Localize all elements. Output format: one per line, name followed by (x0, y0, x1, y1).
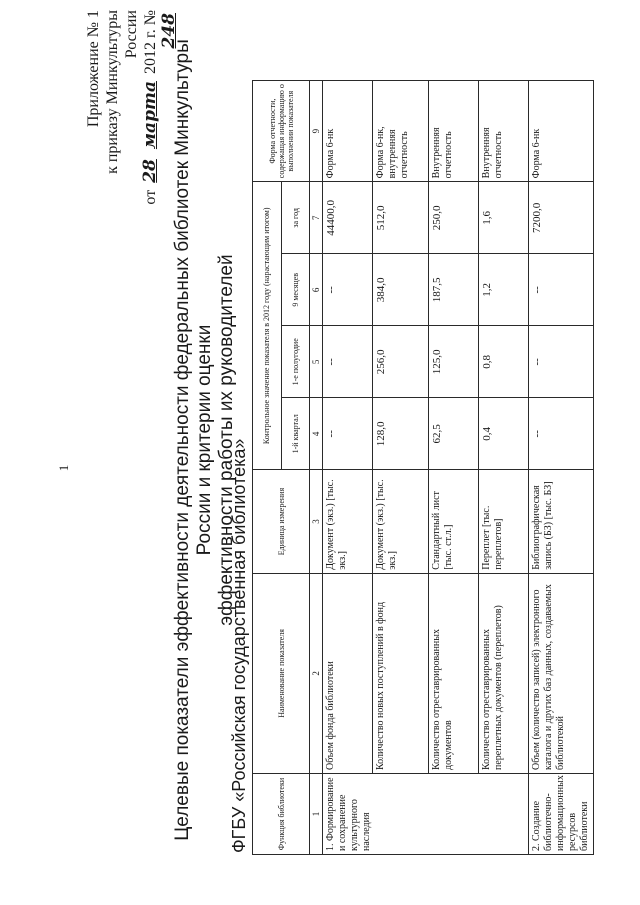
row-h1-value: 0,8 (479, 326, 529, 398)
row-indicator: Количество отреставрированных документов (429, 573, 479, 773)
row-h1-value: -- (323, 326, 373, 398)
order-number: 248 (159, 13, 179, 49)
row-report-form: Форма 6-нк, внутренняя отчетность (373, 81, 429, 182)
row-year-value: 1,6 (479, 182, 529, 254)
row-indicator: Количество отреставрированных переплетных документов (переплетов) (479, 573, 529, 773)
column-number: 6 (310, 254, 323, 326)
row-report-form: Внутренняя отчетность (429, 81, 479, 182)
header-indicator: Наименование показателя (253, 573, 310, 773)
date-prefix: от (142, 189, 159, 205)
row-year-value: 512,0 (373, 182, 429, 254)
indicators-table (252, 80, 594, 855)
row-q1-value: -- (529, 398, 594, 470)
row-9m-value: 1,2 (479, 254, 529, 326)
column-number: 9 (310, 81, 323, 182)
column-number-row (310, 81, 323, 855)
row-report-form: Форма 6-нк (323, 81, 373, 182)
header-report-form: Форма отчетности, содержащая информацию о выполнении показателя (253, 81, 310, 182)
appendix-order-ref: к приказу Минкультуры России (104, 10, 140, 174)
row-q1-value: 62,5 (429, 398, 479, 470)
column-number: 4 (310, 398, 323, 470)
row-h1-value: -- (529, 326, 594, 398)
row-q1-value: 128,0 (373, 398, 429, 470)
table-row (529, 81, 594, 855)
row-q1-value: -- (323, 398, 373, 470)
row-function: 2. Создание библиотечно-информационных ресурсов библиотеки (529, 774, 594, 855)
table-row (373, 81, 429, 855)
date-month: марта (140, 81, 160, 150)
table-row (429, 81, 479, 855)
header-row (253, 81, 282, 855)
header-9m: 9 месяцев (281, 254, 310, 326)
row-9m-value: -- (529, 254, 594, 326)
row-unit: Библиографическая запись (БЗ) [тыс. БЗ] (529, 470, 594, 573)
row-function: 1. Формирование и сохранение культурного наследия (323, 774, 529, 855)
appendix-title: Приложение № 1 (85, 10, 102, 128)
row-unit: Документ (экз.) [тыс. экз.] (323, 470, 373, 573)
row-9m-value: -- (323, 254, 373, 326)
table-row (479, 81, 529, 855)
row-indicator: Объем фонда библиотеки (323, 573, 373, 773)
row-report-form: Форма 6-нк (529, 81, 594, 182)
column-number: 5 (310, 326, 323, 398)
column-number: 1 (310, 774, 323, 855)
row-year-value: 7200,0 (529, 182, 594, 254)
row-unit: Стандартный лист [тыс. ст.л.] (429, 470, 479, 573)
header-function: Функция библиотеки (253, 774, 310, 855)
row-year-value: 250,0 (429, 182, 479, 254)
row-year-value: 44400,0 (323, 182, 373, 254)
date-day: 28 (140, 159, 160, 183)
row-unit: Переплет [тыс. переплетов] (479, 470, 529, 573)
row-9m-value: 187,5 (429, 254, 479, 326)
table-row (323, 81, 373, 855)
row-9m-value: 384,0 (373, 254, 429, 326)
date-year: 2012 г. № (142, 10, 159, 75)
header-h1: 1-е полугодие (281, 326, 310, 398)
page-number: 1 (56, 464, 71, 472)
row-indicator: Количество новых поступлений в фонд (373, 573, 429, 773)
organization-name: ФГБУ «Российская государственная библиотека» (229, 438, 249, 853)
header-q1: 1-й квартал (281, 398, 310, 470)
header-unit: Единица измерения (253, 470, 310, 573)
document-title-line2: эффективности работы их руководителей (216, 254, 237, 626)
column-number: 2 (310, 573, 323, 773)
row-h1-value: 125,0 (429, 326, 479, 398)
row-report-form: Внутренняя отчетность (479, 81, 529, 182)
row-q1-value: 0,4 (479, 398, 529, 470)
header-year: за год (281, 182, 310, 254)
row-unit: Документ (экз.) [тыс. экз.] (373, 470, 429, 573)
header-control-values: Контрольное значение показателя в 2012 году (нарастающим итогом) (253, 182, 282, 470)
appendix-header (84, 10, 179, 215)
row-h1-value: 256,0 (373, 326, 429, 398)
row-indicator: Объем (количество записей) электронного каталога и других баз данных, создаваемых библиотекой (529, 573, 594, 773)
column-number: 7 (310, 182, 323, 254)
column-number: 3 (310, 470, 323, 573)
document-title-line1: Целевые показатели эффективности деятельности федеральных библиотек Минкультуры России и критерии оценки (172, 39, 215, 841)
